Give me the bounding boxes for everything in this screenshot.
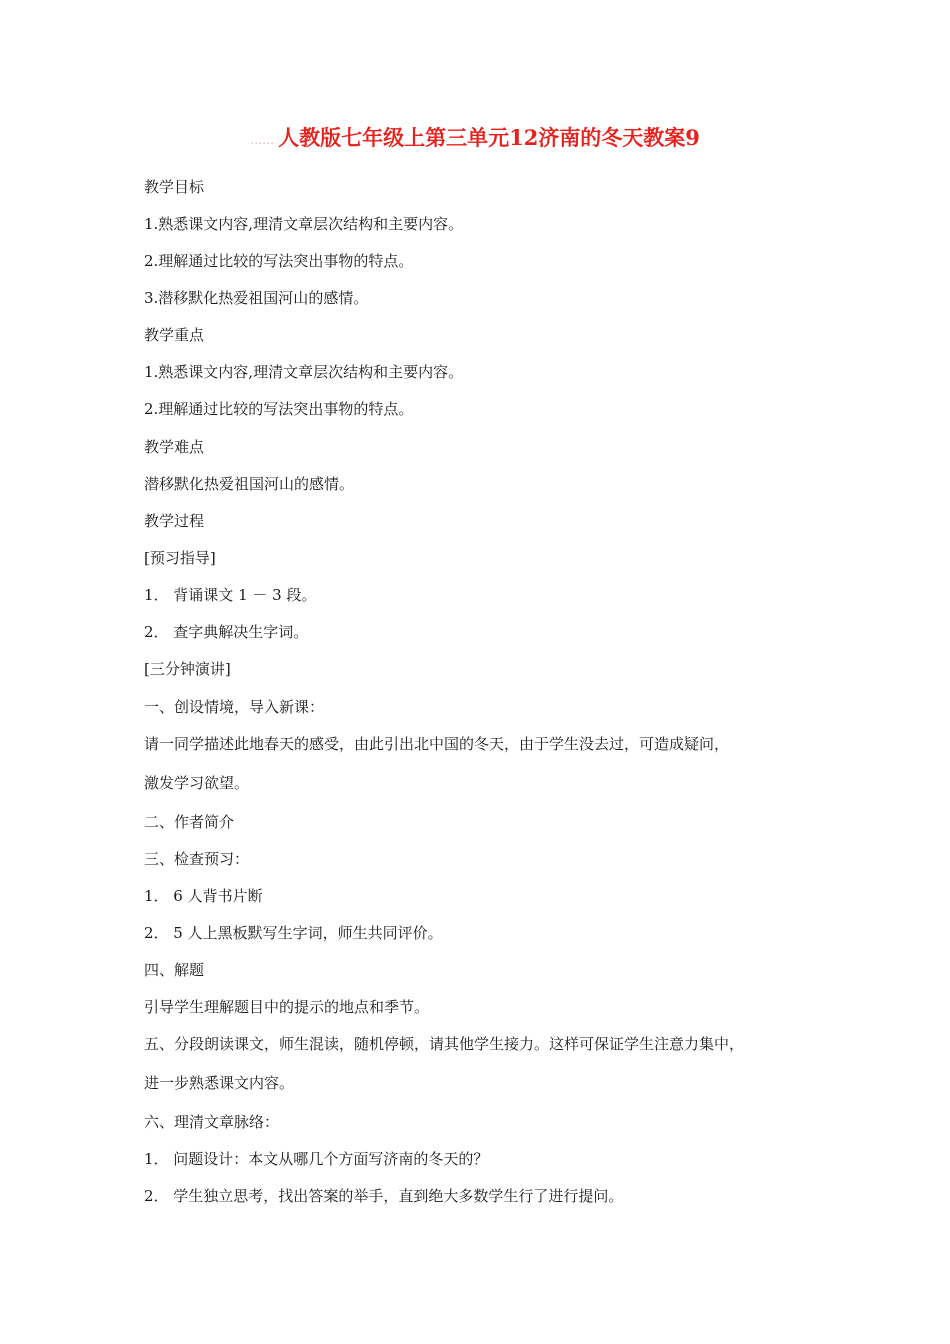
paragraph-line: 潜移默化热爱祖国河山的感情。: [144, 475, 355, 493]
paragraph-line: 1． 背诵课文 1 － 3 段。: [144, 586, 317, 604]
paragraph-line: 激发学习欲望。: [144, 774, 250, 792]
title-leader-mark: ……: [250, 132, 275, 147]
paragraph-line: 2． 查字典解决生字词。: [144, 623, 309, 641]
paragraph-line: 2． 5 人上黑板默写生字词，师生共同评价。: [144, 924, 443, 942]
paragraph-line: 三、检查预习：: [144, 850, 250, 868]
section-heading-difficult-points: 教学难点: [144, 438, 205, 456]
section-heading-teaching-goals: 教学目标: [144, 178, 205, 196]
paragraph-line: 五、分段朗读课文，师生混读，随机停顿，请其他学生接力。这样可保证学生注意力集中，: [144, 1035, 745, 1053]
paragraph-line: 2.理解通过比较的写法突出事物的特点。: [144, 400, 414, 418]
paragraph-line: 四、解题: [144, 961, 205, 979]
paragraph-line: 引导学生理解题目中的提示的地点和季节。: [144, 998, 430, 1016]
paragraph-line: 1． 6 人背书片断: [144, 887, 263, 905]
paragraph-line: 六、理清文章脉络：: [144, 1113, 280, 1131]
paragraph-line: 2． 学生独立思考，找出答案的举手，直到绝大多数学生行了进行提问。: [144, 1187, 624, 1205]
paragraph-line: 3.潜移默化热爱祖国河山的感情。: [144, 289, 369, 307]
paragraph-line: 1.熟悉课文内容,理清文章层次结构和主要内容。: [144, 215, 464, 233]
paragraph-line: [预习指导]: [144, 549, 216, 567]
paragraph-line: 请一同学描述此地春天的感受，由此引出北中国的冬天，由于学生没去过，可造成疑问，: [144, 735, 730, 753]
section-heading-teaching-process: 教学过程: [144, 512, 205, 530]
paragraph-line: [三分钟演讲]: [144, 660, 231, 678]
paragraph-line: 1． 问题设计：本文从哪几个方面写济南的冬天的？: [144, 1150, 489, 1168]
paragraph-line: 1.熟悉课文内容,理清文章层次结构和主要内容。: [144, 363, 464, 381]
paragraph-line: 二、作者简介: [144, 813, 235, 831]
document-title: 人教版七年级上第三单元12济南的冬天教案9: [278, 125, 700, 150]
section-heading-key-points: 教学重点: [144, 326, 205, 344]
document-title-row: [0, 122, 950, 152]
paragraph-line: 一、创设情境，导入新课：: [144, 698, 325, 716]
paragraph-line: 进一步熟悉课文内容。: [144, 1074, 295, 1092]
paragraph-line: 2.理解通过比较的写法突出事物的特点。: [144, 252, 414, 270]
